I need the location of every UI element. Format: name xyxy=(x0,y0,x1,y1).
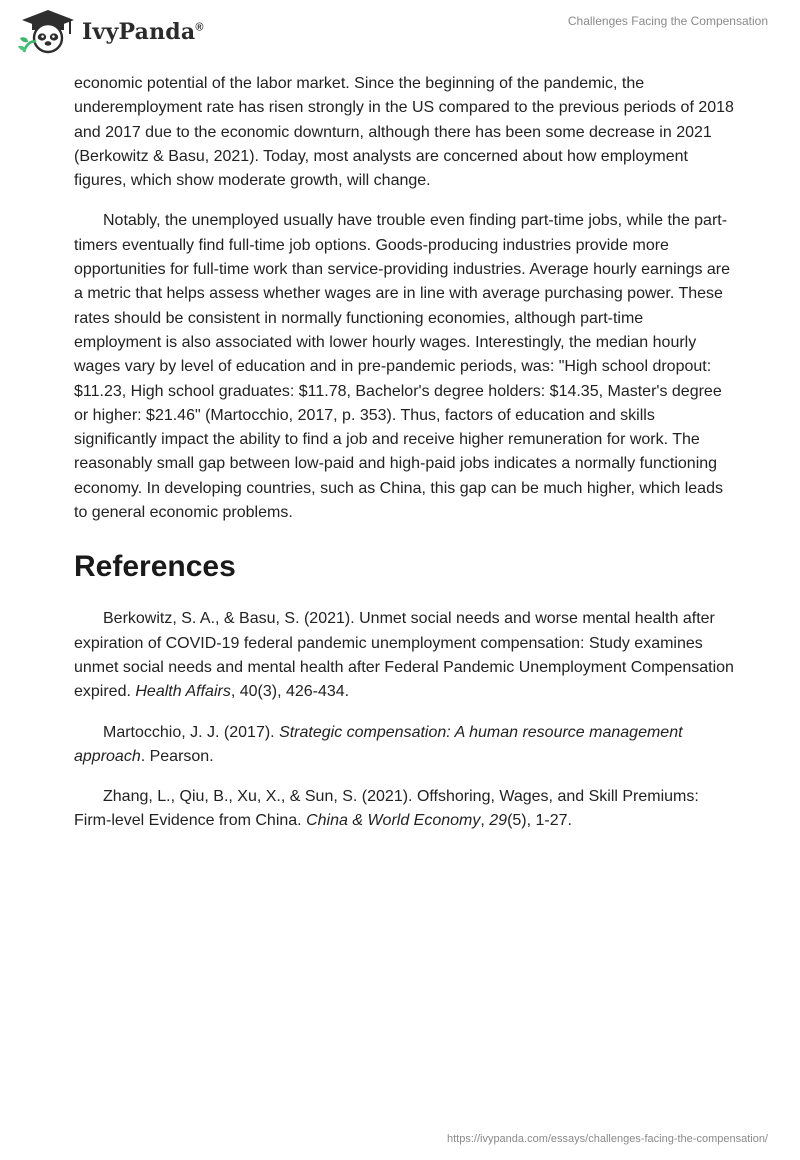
body-paragraph: economic potential of the labor market. Since the beginning of the pandemic, the underemployment rate has risen strongly in the US compared to the previous periods of 2018 and 2017 due to the economic downturn, although there has been some decrease in 2021 (Berkowitz & Basu, 2021). Today, most analysts are concerned about how employment figures, which show moderate growth, will change. xyxy=(74,75,734,190)
reference-item: Martocchio, J. J. (2017). Strategic compensation: A human resource management approach. Pearson. xyxy=(74,723,683,765)
document-title: Challenges Facing the Compensation xyxy=(567,14,768,28)
source-url[interactable]: https://ivypanda.com/essays/challenges-facing-the-compensation/ xyxy=(446,1133,768,1145)
logo[interactable] xyxy=(14,8,204,54)
reference-item: Berkowitz, S. A., & Basu, S. (2021). Unmet social needs and worse mental health after expiration of COVID-19 federal pandemic unemployment compensation: Study examines unmet social needs and mental health after Federal Pandemic Unemployment Compensation expired. Health Affairs, 40(3), 426-434. xyxy=(74,610,734,701)
essay-body xyxy=(74,72,734,850)
body-paragraph: Notably, the unemployed usually have trouble even finding part-time jobs, while the part-timers eventually find full-time job options. Goods-producing industries provide more opportunities for full-time work than service-providing industries. Average hourly earnings are a metric that helps assess whether wages are in line with average purchasing power. These rates should be consistent in normally functioning economies, although part-time employment is also associated with lower hourly wages. Interestingly, the median hourly wages vary by level of education and in pre-pandemic periods, was: "High school dropout: $11.23, High school graduates: $11.78, Bachelor's degree holders: $14.35, Master's degree or higher: $21.46" (Martocchio, 2017, p. 353). Thus, factors of education and skills significantly impact the ability to find a job and receive higher remuneration for work. The reasonably small gap between low-paid and high-paid jobs indicates a normally functioning economy. In developing countries, such as China, this gap can be much higher, which leads to general economic problems. xyxy=(74,212,731,522)
reference-item: Zhang, L., Qiu, B., Xu, X., & Sun, S. (2021). Offshoring, Wages, and Skill Premiums: Firm-level Evidence from China. China & World Economy, 29(5), 1-27. xyxy=(74,788,699,830)
panda-graduate-icon xyxy=(14,8,76,54)
references-heading: References xyxy=(74,550,236,584)
logo-wordmark: IvyPanda® xyxy=(82,19,204,45)
page-header xyxy=(0,0,800,70)
